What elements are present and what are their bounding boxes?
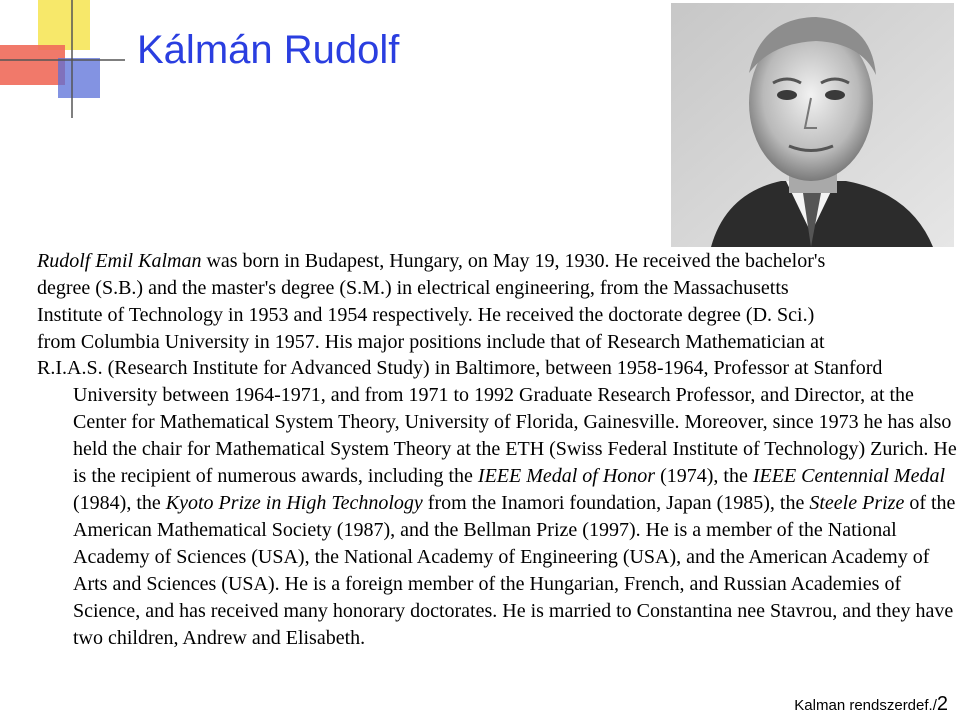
yellow-square — [38, 0, 90, 50]
corner-decoration — [0, 0, 130, 125]
portrait-photo — [671, 3, 954, 247]
award-ieee-medal: IEEE Medal of Honor — [477, 465, 656, 487]
bio-paragraph: R.I.A.S. (Research Institute for Advanced Study) in Baltimore, between 1958-1964, Professor at Stanford University between 1964-1971, and from 1971 to 1992 Graduate Research Professor, and Director, at the Center for Mathematical System Theory, University of Florida, Gainesville. Moreover, since 1973 he has also held the chair for Mathematical System Theory at the ETH (Swiss Federal Institute of Technology) Zurich. He is the recipient of numerous awards, including the IEEE Medal of Honor (1974), the IEEE Centennial Medal (1984), the Kyoto Prize in High Technology from the Inamori foundation, Japan (1985), the Steele Prize of the American Mathematical Society (1987), and the Bellman Prize (1997). He is a member of the National Academy of Sciences (USA), the National Academy of Engineering (USA), and the American Academy of Arts and Sciences (USA). He is a foreign member of the Hungarian, French, and Russian Academies of Science, and has received many honorary doctorates. He is married to Constantina nee Stavrou, and they have two children, Andrew and Elisabeth. — [37, 357, 957, 649]
award-steele-prize: Steele Prize — [809, 492, 905, 514]
person-name: Rudolf Emil Kalman — [37, 250, 202, 272]
page-number: 2 — [936, 693, 948, 715]
bio-line-3: Institute of Technology in 1953 and 1954 respectively. He received the doctorate degree (D. Sci.) — [37, 304, 815, 326]
award-kyoto-prize: Kyoto Prize in High Technology — [165, 492, 423, 514]
bio-line-4: from Columbia University in 1957. His major positions include that of Research Mathematician at — [37, 331, 825, 353]
portrait-icon — [671, 3, 954, 247]
bio-line-2: degree (S.B.) and the master's degree (S.M.) in electrical engineering, from the Massachusetts — [37, 277, 789, 299]
award-ieee-centennial: IEEE Centennial Medal — [752, 465, 946, 487]
slide-footer — [794, 693, 948, 716]
bio-line-1: Rudolf Emil Kalman was born in Budapest, Hungary, on May 19, 1930. He received the bachelor's — [37, 250, 826, 272]
red-square — [0, 45, 65, 85]
footer-label: Kalman rendszerdef./ — [794, 697, 937, 714]
slide-title: Kálmán Rudolf — [137, 28, 400, 72]
blue-square — [58, 58, 100, 98]
